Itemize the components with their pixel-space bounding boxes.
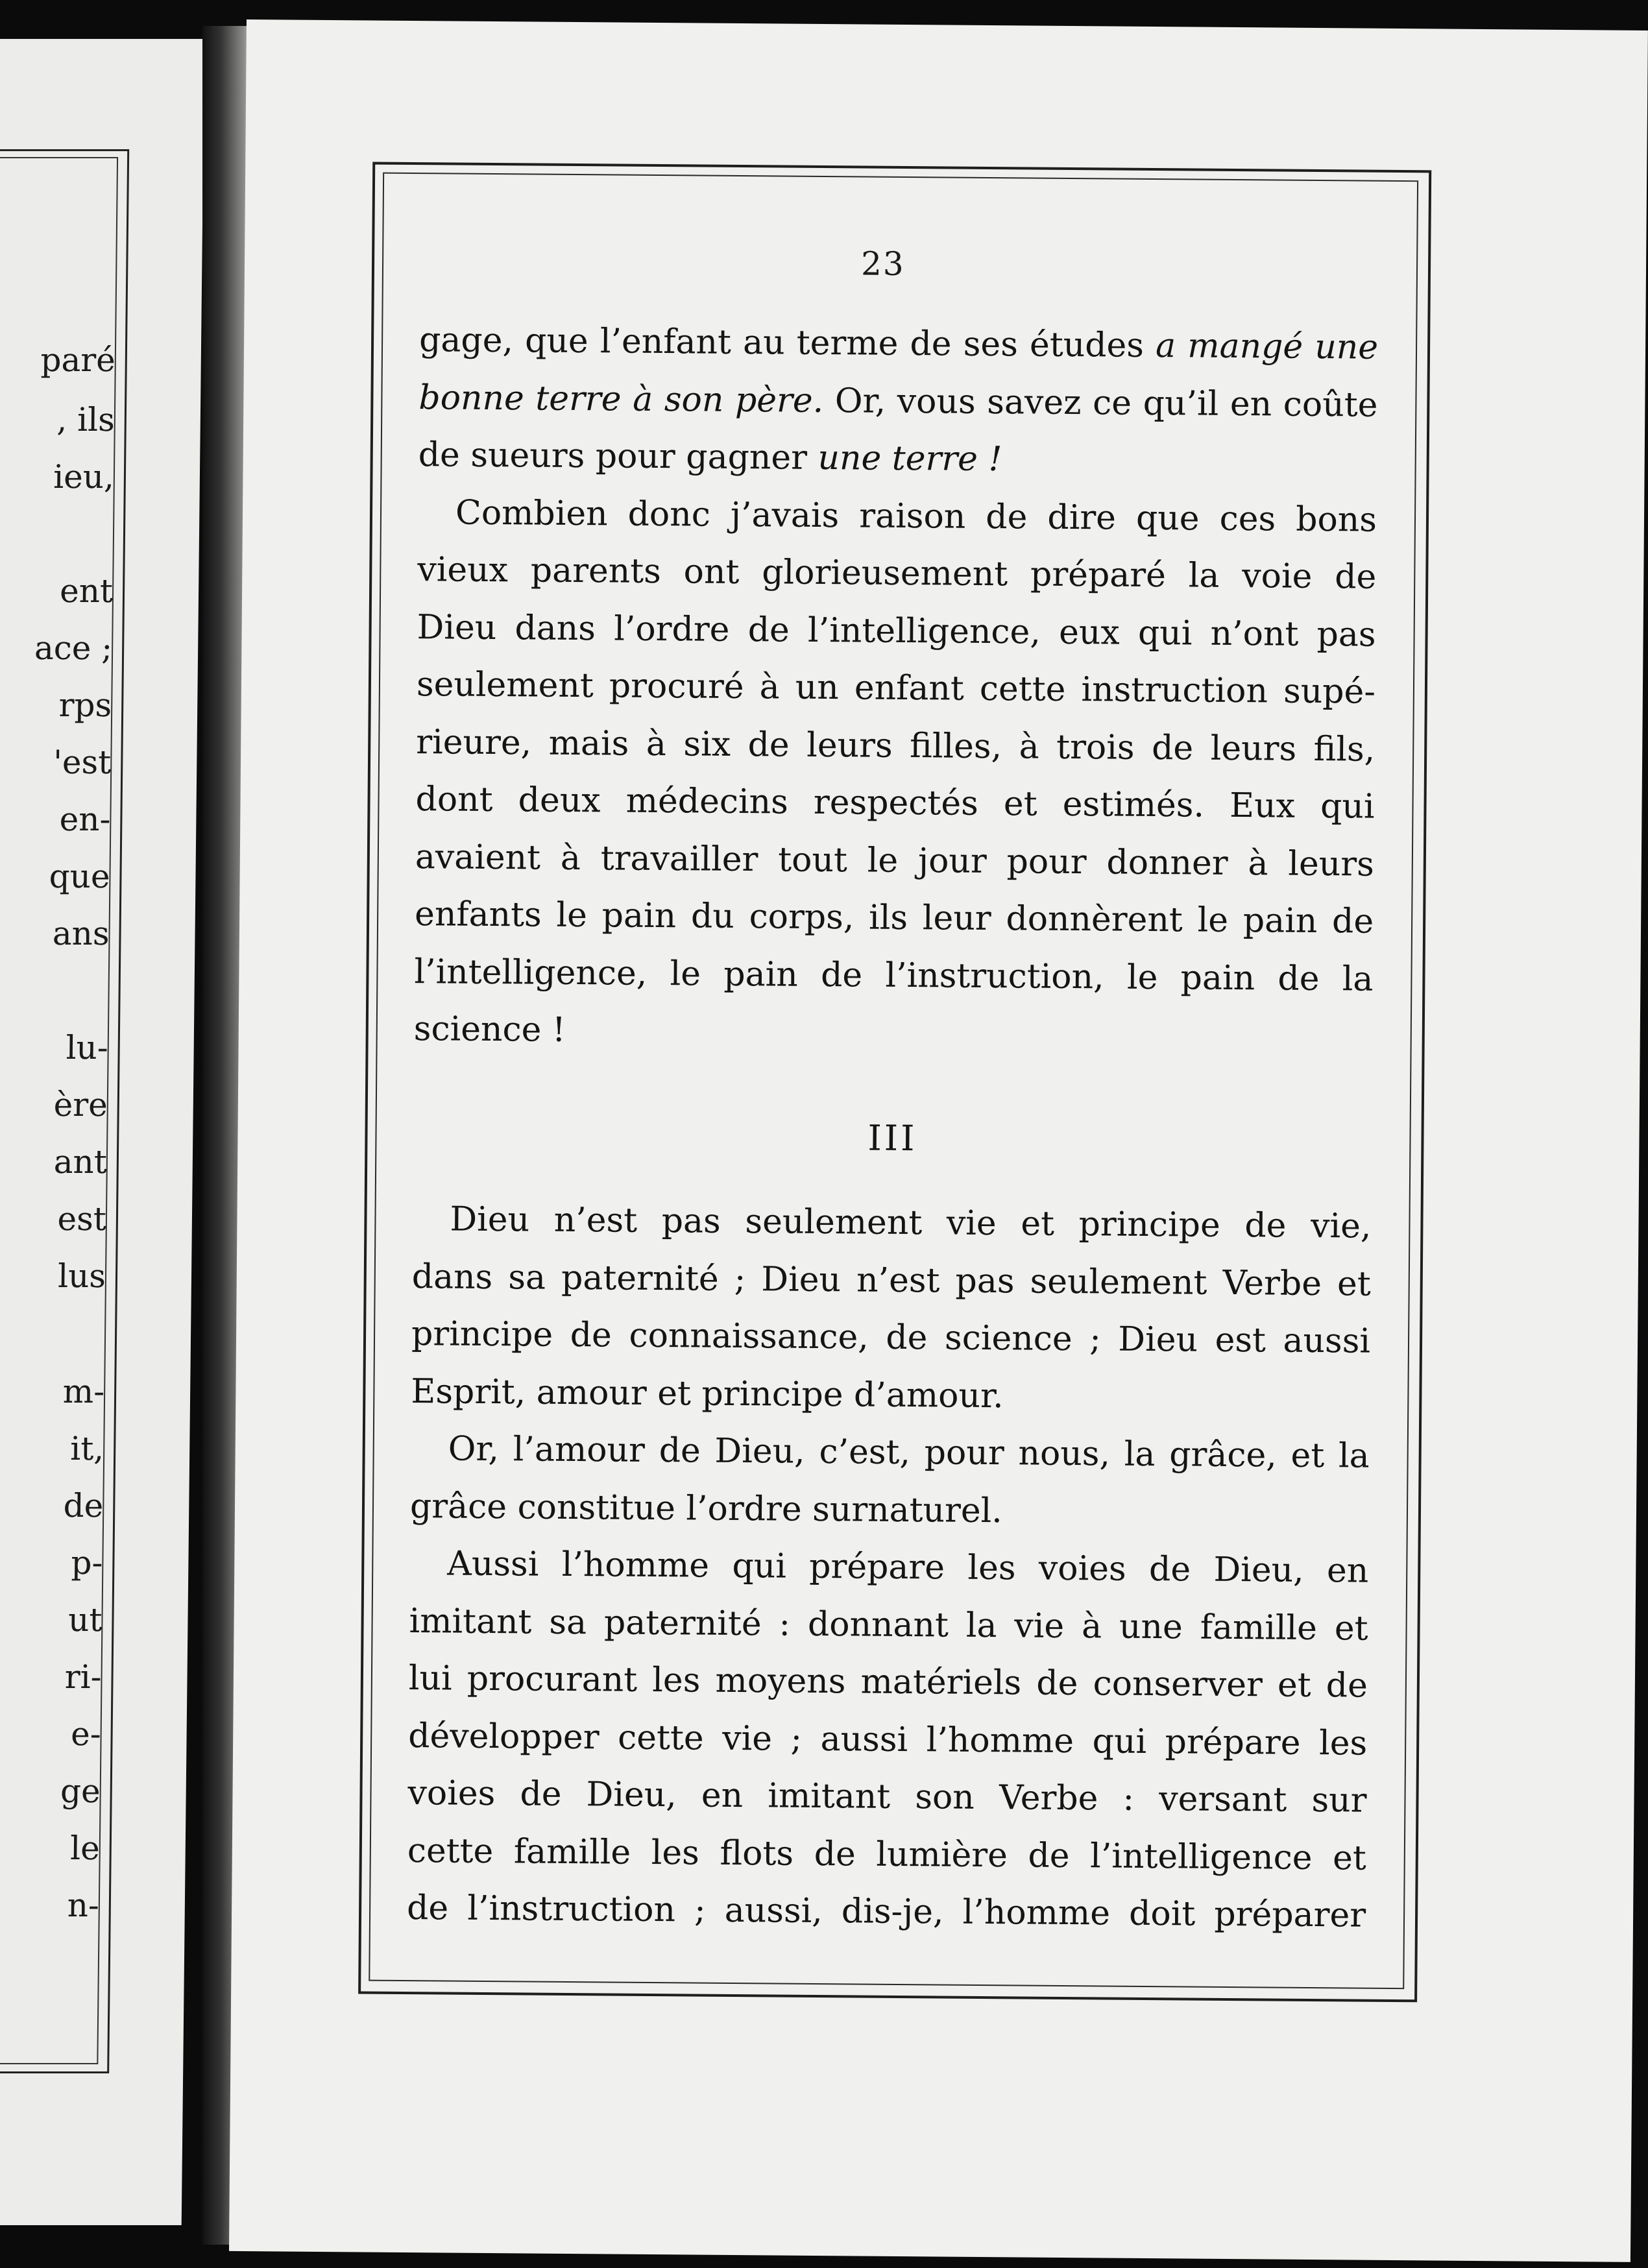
text-line: dont deux médecins respectés et estimés. Eux qui [415,780,1375,826]
left-text-fragment: e- [70,1715,101,1753]
page-number: 23 [860,245,905,283]
left-text-fragment: ieu, [53,458,115,496]
text-line: l’intelligence, le pain de l’instruction, le pain de la [414,952,1374,999]
text-line: seulement procuré à un enfant cette instruction supé- [416,665,1376,712]
left-text-fragment: it, [69,1430,104,1467]
text-line: vieux parents ont glorieusement préparé la voie de [417,550,1377,597]
text-line: Combien donc j’avais raison de dire que ces bons [455,493,1377,540]
left-text-fragment: que [49,858,110,895]
left-text-fragment: m- [62,1373,105,1410]
text-line: enfants le pain du corps, ils leur donnèrent le pain de [414,895,1374,941]
left-text-fragment: rps [58,686,112,724]
left-text-fragment: de [63,1487,104,1525]
left-text-fragment: p- [71,1544,103,1582]
text-line: développer cette vie ; aussi l’homme qui prépare les [407,1716,1368,1763]
left-text-fragment: ent [59,572,114,610]
previous-page [0,39,204,2225]
left-text-fragment: ans [52,915,110,952]
text-line: Esprit, amour et principe d’amour. [411,1371,1004,1416]
text-line: principe de connaissance, de science ; Dieu est aussi [411,1314,1371,1361]
page-text [407,311,1379,1944]
current-page [229,19,1648,2262]
text-line: Dieu n’est pas seulement vie et principe de vie, [450,1200,1372,1246]
text-line: dans sa paternité ; Dieu n’est pas seulement Verbe et [411,1257,1371,1304]
text-line: grâce constitue l’ordre surnaturel. [409,1486,1003,1530]
text-line: voies de Dieu, en imitant son Verbe : versant sur [407,1774,1367,1820]
text-line: imitant sa paternité : donnant la vie à une famille et [409,1601,1368,1648]
text-line: bonne terre à son père. Or, vous savez ce qu’il en coûte [418,378,1378,425]
left-text-fragment: ace ; [34,629,113,667]
left-text-fragment: , ils [56,401,115,439]
left-text-fragment: ère [53,1086,108,1124]
text-line: Aussi l’homme qui prépare les voies de Dieu, en [447,1544,1369,1591]
text-line: de l’instruction ; aussi, dis-je, l’homme doit préparer [406,1888,1366,1935]
left-text-fragment: lus [57,1257,106,1295]
text-line: Or, l’amour de Dieu, c’est, pour nous, la grâce, et la [448,1429,1370,1476]
left-text-fragment: en- [59,801,111,838]
left-text-fragment: ut [67,1601,103,1639]
left-text-fragment: ge [60,1772,101,1810]
section-heading: III [867,1117,917,1159]
text-line: science ! [413,1009,566,1050]
text-line: de sueurs pour gagner une terre ! [418,435,1002,479]
left-text-fragment: paré [40,341,116,379]
left-text-fragment: ri- [64,1658,102,1696]
left-text-fragment: 'est [53,743,112,781]
left-text-fragment: n- [67,1887,100,1924]
left-text-fragment: est [57,1200,107,1238]
left-text-fragment: le [69,1829,101,1867]
text-line: Dieu dans l’ordre de l’intelligence, eux qui n’ont pas [417,607,1376,655]
text-line: gage, que l’enfant au terme de ses études a mangé une [418,320,1379,367]
text-line: cette famille les flots de lumière de l’intelligence et [407,1831,1367,1878]
left-text-fragment: lu- [66,1029,109,1067]
left-text-fragment: ant [53,1143,108,1181]
text-line: avaient à travailler tout le jour pour donner à leurs [415,837,1375,884]
text-line: rieure, mais à six de leurs filles, à trois de leurs fils, [416,722,1375,769]
text-line: lui procurant les moyens matériels de conserver et de [408,1659,1368,1706]
